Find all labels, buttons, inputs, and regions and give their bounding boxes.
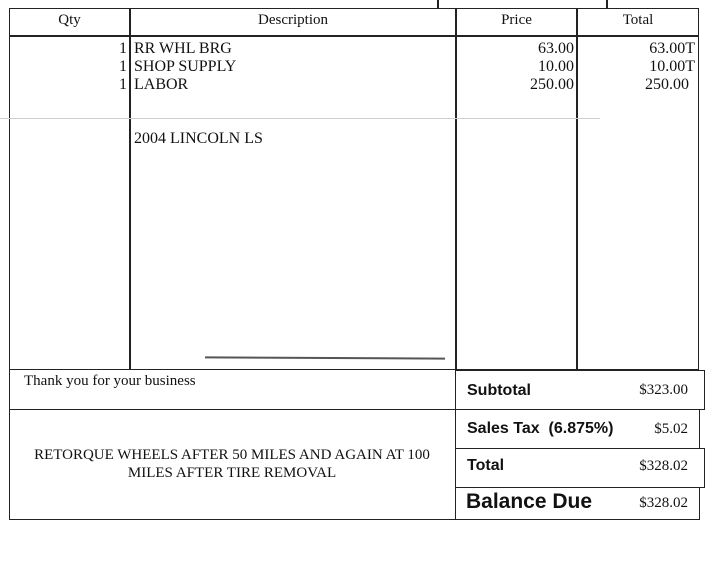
thanks-text: Thank you for your business (24, 373, 196, 389)
total-value: $328.02 (639, 458, 688, 474)
row-price: 63.00 (538, 40, 574, 57)
row-price: 10.00 (538, 58, 574, 75)
balance-value: $328.02 (639, 495, 688, 511)
row-qty: 1 (119, 40, 127, 57)
subtotal-label: Subtotal (467, 382, 531, 399)
header-description: Description (258, 12, 328, 28)
subtotal-value: $323.00 (639, 382, 688, 398)
vehicle-description: 2004 LINCOLN LS (134, 130, 263, 147)
header-divider (9, 35, 699, 37)
header-price: Price (501, 12, 532, 28)
row-description: LABOR (134, 76, 189, 93)
column-divider (129, 8, 131, 370)
row-description: RR WHL BRG (134, 40, 232, 57)
total-label: Total (467, 457, 505, 474)
header-total: Total (622, 12, 654, 28)
row-qty: 1 (119, 58, 127, 75)
row-total: 10.00T (649, 58, 695, 75)
note-text: RETORQUE WHEELS AFTER 50 MILES AND AGAIN AT 100 MILES AFTER TIRE REMOVAL (34, 447, 430, 481)
scan-artifact-line (0, 118, 600, 119)
row-qty: 1 (119, 76, 127, 93)
balance-label: Balance Due (466, 490, 593, 513)
row-description: SHOP SUPPLY (134, 58, 237, 75)
header-qty: Qty (58, 12, 81, 28)
tax-label: Sales Tax (6.875%) (467, 420, 614, 437)
row-price: 250.00 (530, 76, 574, 93)
tax-value: $5.02 (654, 421, 688, 437)
row-total: 63.00T (649, 40, 695, 57)
row-total: 250.00 (645, 76, 689, 93)
